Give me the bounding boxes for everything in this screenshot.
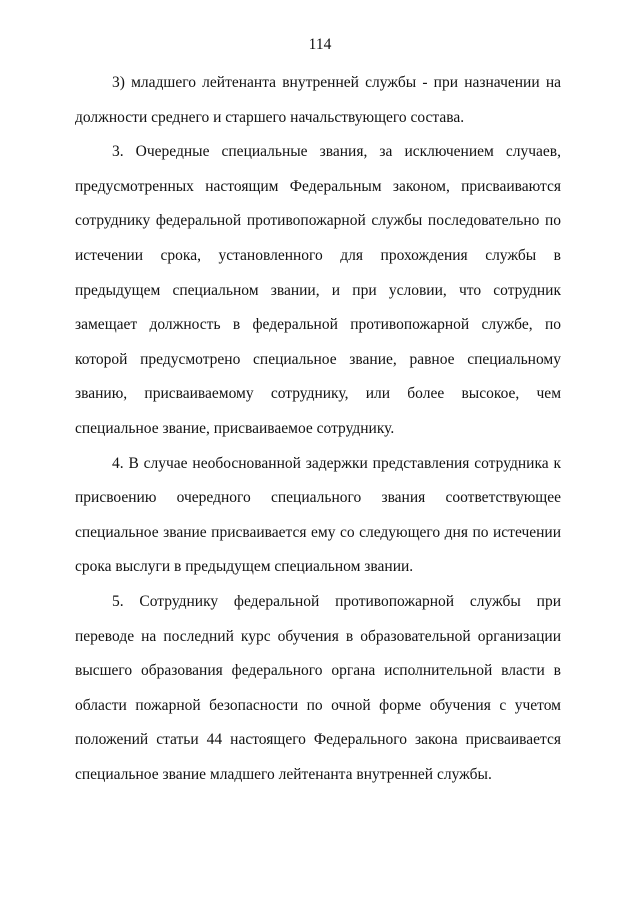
paragraph-item-3: 3) младшего лейтенанта внутренней службы - при назначении на должности среднего и старшего начальствующего состава.: [75, 74, 561, 126]
document-body: [75, 66, 561, 792]
page-number: 114: [308, 36, 332, 53]
paragraph-clause-3: 3. Очередные специальные звания, за исключением случаев, предусмотренных настоящим Федеральным законом, присваиваются сотруднику федеральной противопожарной службы последовательно по истечении срока, установленного для прохождения службы в предыдущем специальном звании, и при условии, что сотрудник замещает должность в федеральной противопожарной службе, по которой предусмотрено специальное звание, равное специальному званию, присваиваемому сотруднику, или более высокое, чем специальное звание, присваиваемое сотруднику.: [75, 143, 561, 437]
paragraph-clause-4: 4. В случае необоснованной задержки представления сотрудника к присвоению очередного специального звания соответствующее специальное звание присваивается ему со следующего дня по истечении срока выслуги в предыдущем специальном звании.: [75, 454, 561, 576]
paragraph-clause-5: 5. Сотруднику федеральной противопожарной службы при переводе на последний курс обучения в образовательной организации высшего образования федерального органа исполнительной власти в области пожарной безопасности по очной форме обучения с учетом положений статьи 44 настоящего Федерального закона присваивается специальное звание младшего лейтенанта внутренней службы.: [75, 592, 561, 783]
